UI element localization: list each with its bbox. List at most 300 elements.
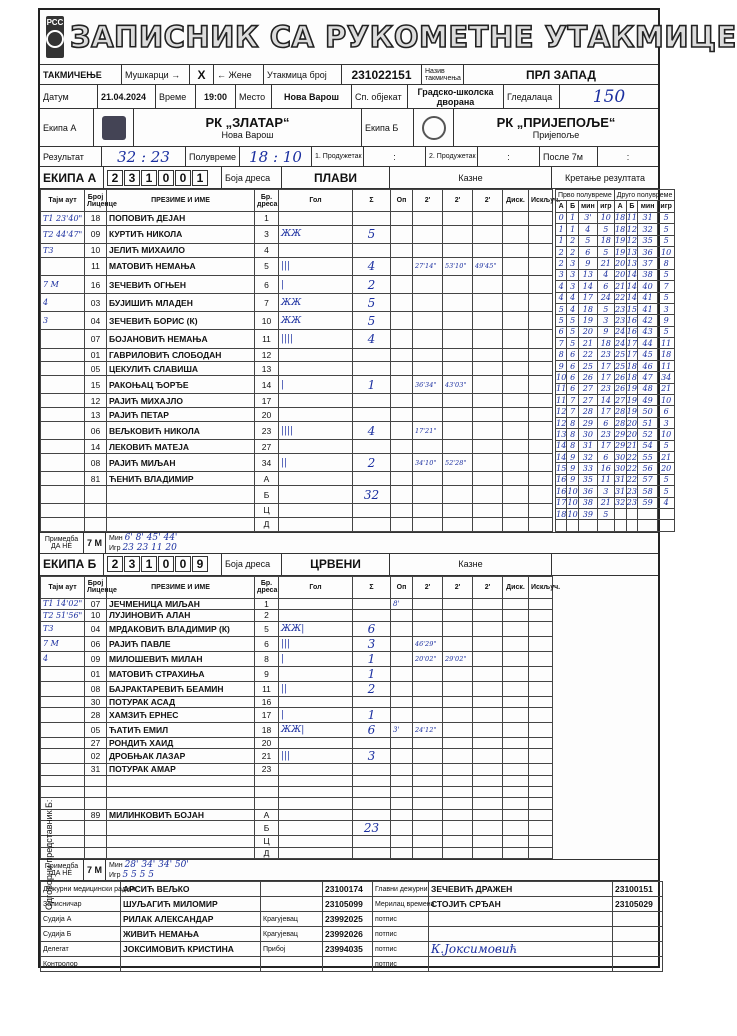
flow-cell: 6 [556,326,567,337]
suspension-2: 52'28" [443,453,473,471]
code-digit: 3 [124,556,140,572]
player-name [107,485,255,503]
goals-sum: 1 [353,651,391,666]
exclusion-cell [529,257,553,275]
flow-cell: 29 [615,429,626,439]
flow-cell: 57 [638,474,658,485]
jersey-cell [255,787,279,798]
flow-column-header: мин [638,201,658,212]
license-cell: 27 [85,737,107,748]
flow-cell: 29 [578,417,597,428]
flow-cell: 26 [615,372,626,382]
team-b-name: РК „ПРИЈЕПОЉЕ“ [496,115,616,130]
player-name: БОЈАНОВИЋ НЕМАЊА [107,330,255,348]
flow-cell: 54 [638,440,658,451]
half-value: 18 : 10 [240,147,312,166]
goals-sum [353,775,391,786]
suspension-1 [413,485,443,503]
official-city: Крагујевац [261,927,323,942]
license-cell [85,836,107,847]
flow-cell: 17 [556,498,567,508]
flow-cell: 1 [556,224,567,235]
warning-cell [391,847,413,858]
column-header: Тајм аут [41,576,85,598]
official-name: РИЛАК АЛЕКСАНДАР [121,912,261,927]
disqualification-cell [503,681,529,696]
suspension-2 [443,610,473,621]
license-cell: 18 [85,212,107,226]
disqualification-cell [503,707,529,722]
exclusion-cell [529,348,553,362]
license-cell: 08 [85,453,107,471]
flow-column-header: мин [578,201,597,212]
player-row [41,666,553,681]
suspension-1 [413,847,443,858]
official-role: Записничар [41,897,121,912]
flow-cell: 31 [615,475,626,485]
flow-cell: 27 [578,383,597,394]
disqualification-cell [503,453,529,471]
suspension-1: 34'10" [413,453,443,471]
warning-cell [391,504,413,518]
after7-label: После 7м [540,147,598,166]
timeout-cell: 4 [41,651,85,666]
suspension-1 [413,275,443,293]
flow-cell: 11 [657,338,674,349]
flow-cell: 19 [578,315,597,326]
warning-cell [391,775,413,786]
flow-cell: 9 [567,463,578,474]
jersey-cell: 20 [255,408,279,422]
goals-tally [279,472,353,486]
license-cell: 10 [85,610,107,621]
exclusion-cell [529,243,553,257]
code-digit: 2 [107,170,123,186]
warning-cell: 8' [391,598,413,609]
disqualification-cell [503,408,529,422]
license-cell [85,775,107,786]
suspension-1 [413,312,443,330]
suspension-1 [413,362,443,376]
column-header: 2' [443,190,473,212]
flow-cell: 18 [626,361,637,371]
goals-tally [279,775,353,786]
flow-cell: 13 [578,269,597,280]
header [40,10,737,65]
exclusion-cell [529,651,553,666]
suspension-3 [473,636,503,651]
punish-label: Казне [390,554,552,575]
flow-cell: 2 [556,258,567,269]
suspension-3 [473,737,503,748]
flow-cell: 16 [556,475,567,485]
disqualification-cell [503,722,529,737]
flow-cell: 51 [638,417,658,428]
suspension-1: 36'34" [413,376,443,394]
official-row [41,897,663,912]
disqualification-cell [503,348,529,362]
player-name [107,798,255,809]
flow-row [556,395,675,406]
suspension-3 [473,847,503,858]
goals-tally [279,598,353,609]
flow-cell: 59 [638,497,658,508]
result-value: 32 : 23 [102,147,186,166]
license-cell: 14 [85,440,107,454]
flow-row [556,360,675,371]
code-digit: 0 [158,556,174,572]
warning-cell [391,749,413,764]
official-name: ЖИВИЋ НЕМАЊА [121,927,261,942]
suspension-3 [473,453,503,471]
ball-icon [46,30,64,48]
flow-cell: 17 [597,440,614,451]
suspension-1 [413,737,443,748]
timeout-cell: 3 [41,312,85,330]
suspension-1: 17'21" [413,421,443,439]
player-name: ЋЕНИЋ ВЛАДИМИР [107,472,255,486]
flow-cell: 2 [556,246,567,257]
suspension-3 [473,775,503,786]
timeout-cell [41,453,85,471]
goals-sum [353,517,391,531]
disqualification-cell [503,821,529,836]
seven-m-minutes: 6' 8' 45' 44' [124,532,178,543]
suspension-2 [443,621,473,636]
suspension-2 [443,847,473,858]
player-name [107,836,255,847]
player-row [41,408,553,422]
flow-cell: 20 [578,326,597,337]
goals-sum [353,764,391,775]
flow-cell: 21 [657,451,674,462]
flow-row [556,338,675,349]
flow-cell: 24 [615,327,626,337]
warning-cell [391,836,413,847]
player-name: РАЈИЋ МИХАЈЛО [107,394,255,408]
timeout-cell [41,696,85,707]
seven-m-players: 23 23 11 20 [122,542,177,553]
flow-cell: 26 [615,384,626,394]
goals-tally: ЖЖ [279,294,353,312]
suspension-2 [443,440,473,454]
suspension-3 [473,243,503,257]
officials-table [40,881,663,972]
team-b-table [40,576,561,859]
team-a-section-label: ЕКИПА А [40,167,104,188]
flow-cell: 52 [638,429,658,440]
goals-tally: | [279,707,353,722]
official-license: 23100174 [323,882,373,897]
flow-cell: 3 [657,417,674,428]
exclusion-cell [529,421,553,439]
player-row [41,362,553,376]
flow-cell: 21 [597,497,614,508]
suspension-3 [473,651,503,666]
flow-cell: 43 [638,326,658,337]
goals-sum [353,394,391,408]
suspension-1 [413,440,443,454]
goals-sum [353,472,391,486]
license-cell: 13 [85,408,107,422]
flow-cell: 6 [597,451,614,462]
flow-cell: 24 [615,338,626,348]
code-digit: 0 [158,170,174,186]
goals-tally: | [279,651,353,666]
flow-row [556,349,675,360]
suspension-1 [413,764,443,775]
suspension-1 [413,610,443,621]
player-row [41,787,553,798]
timeout-cell [41,408,85,422]
first-half-label: Прво полувреме [556,190,615,201]
flow-cell: 21 [615,281,626,291]
disqualification-cell [503,517,529,531]
flow-cell: 27 [615,395,626,405]
flow-cell: 45 [638,349,658,360]
suspension-2 [443,348,473,362]
goals-tally: || [279,453,353,471]
column-header: Σ [353,190,391,212]
flow-cell [567,520,578,531]
jersey-cell: 1 [255,598,279,609]
rep-label: Одговорни представник Б: [44,799,54,910]
suspension-1 [413,472,443,486]
official-name [121,957,261,972]
flow-cell: 14 [626,293,637,303]
suspension-2 [443,421,473,439]
timeout-cell [41,421,85,439]
warning-cell [391,376,413,394]
exclusion-cell [529,453,553,471]
jersey-cell: 34 [255,453,279,471]
timeout-cell [41,775,85,786]
suspension-1: 46'29" [413,636,443,651]
player-name: РАКОЊАЦ ЂОРЂЕ [107,376,255,394]
player-row [41,621,553,636]
official-license-2: 23100151 [613,882,663,897]
exclusion-cell [529,666,553,681]
suspension-2 [443,408,473,422]
official-name-2 [429,912,613,927]
warning-cell [391,485,413,503]
disqualification-cell [503,472,529,486]
official-name: ШУЉАГИЋ МИЛОМИР [121,897,261,912]
flow-cell [638,508,658,519]
flow-cell: 49 [638,395,658,406]
flow-cell: 6 [567,372,578,383]
player-row [41,821,553,836]
warning-cell [391,798,413,809]
disqualification-cell [503,696,529,707]
timeout-cell [41,376,85,394]
score-flow-table [555,189,675,532]
flow-cell: 5 [597,246,614,257]
disqualification-cell [503,809,529,820]
flow-cell: 6 [597,281,614,292]
flow-cell: 30 [615,464,626,474]
flow-cell: 5 [657,440,674,451]
player-row [41,312,553,330]
flow-row [556,463,675,474]
suspension-1 [413,212,443,226]
official-license: 23994035 [323,942,373,957]
flow-cell [626,520,638,531]
flow-cell: 50 [638,406,658,417]
suspension-2 [443,681,473,696]
flow-cell: 5 [657,224,674,235]
flow-cell: 25 [615,361,626,371]
flow-cell [626,508,638,519]
flow-cell: 4 [556,292,567,303]
flow-cell: 1 [567,224,578,235]
flow-cell: 14 [597,395,614,406]
exclusion-cell [529,681,553,696]
flow-cell: 19 [626,395,637,405]
column-header: 2' [473,576,503,598]
flow-row [556,417,675,428]
suspension-1 [413,787,443,798]
warning-cell [391,696,413,707]
jersey-cell: А [255,809,279,820]
team-a-kit: ПЛАВИ [282,167,390,188]
flow-cell: 20 [626,418,637,428]
suspension-3 [473,312,503,330]
flow-cell: 13 [626,259,637,269]
exclusion-cell [529,517,553,531]
warning-cell [391,787,413,798]
flow-row [556,281,675,292]
flow-cell: 8 [567,417,578,428]
flow-cell: 6 [567,383,578,394]
suspension-2 [443,472,473,486]
flow-cell: 20 [615,259,626,269]
team-a-logo [94,109,134,146]
goals-tally: ЖЖ [279,312,353,330]
player-row [41,243,553,257]
flow-cell: 5 [567,338,578,349]
competition-label: ТАКМИЧЕЊЕ [40,65,122,84]
seven-m: 7 М [84,860,106,880]
player-row [41,275,553,293]
player-row [41,707,553,722]
goals-sum: 2 [353,681,391,696]
suspension-3 [473,225,503,243]
disqualification-cell [503,598,529,609]
goals-tally [279,517,353,531]
player-name: РОНДИЋ ХАИД [107,737,255,748]
flow-cell: 58 [638,486,658,497]
flow-cell: 31 [638,212,658,223]
suspension-2 [443,275,473,293]
warning-cell [391,394,413,408]
disqualification-cell [503,394,529,408]
timeout-cell [41,681,85,696]
flow-cell: 22 [626,464,637,474]
suspension-2 [443,362,473,376]
goals-tally [279,212,353,226]
player-name: БАЈРАКТАРЕВИЋ БЕАМИН [107,681,255,696]
license-cell: 16 [85,275,107,293]
jersey-cell: Ц [255,836,279,847]
goals-sum: 5 [353,312,391,330]
after7-value: : [626,151,630,162]
jersey-cell: 10 [255,312,279,330]
flow-cell: 5 [567,315,578,326]
jersey-cell: 18 [255,722,279,737]
date-row [40,85,658,109]
goals-tally: || [279,681,353,696]
flow-cell: 38 [638,269,658,280]
flow-cell: 37 [638,258,658,269]
disqualification-cell [503,775,529,786]
suspension-2 [443,243,473,257]
warning-cell [391,764,413,775]
warning-cell [391,737,413,748]
flow-cell: 26 [578,372,597,383]
goals-sum: 2 [353,275,391,293]
official-row [41,957,663,972]
player-row [41,722,553,737]
flow-cell: 10 [657,246,674,257]
suspension-2 [443,598,473,609]
suspension-3 [473,598,503,609]
suspension-2 [443,707,473,722]
exclusion-cell [529,440,553,454]
timeout-cell [41,737,85,748]
suspension-2 [443,764,473,775]
flow-cell: 36 [578,486,597,497]
flow-column-header: игр [657,201,674,212]
exclusion-cell [529,330,553,348]
exclusion-cell [529,775,553,786]
goals-tally [279,809,353,820]
exclusion-cell [529,798,553,809]
disqualification-cell [503,362,529,376]
goals-tally [279,485,353,503]
suspension-3 [473,517,503,531]
suspension-2 [443,517,473,531]
license-cell: 15 [85,376,107,394]
team-a-bar [40,167,658,189]
warning-cell [391,821,413,836]
official-license [323,957,373,972]
official-role-2: потпис [373,927,429,942]
flow-cell [556,520,567,531]
player-name [107,787,255,798]
goals-sum: 1 [353,707,391,722]
flow-cell [657,520,674,531]
warning-cell [391,440,413,454]
flow-cell [614,520,626,531]
suspension-2: 29'02" [443,651,473,666]
license-cell [85,517,107,531]
suspension-3 [473,330,503,348]
exclusion-cell [529,408,553,422]
competition-row [40,65,658,85]
ot1-value: : [364,147,426,166]
flow-row [556,269,675,280]
disqualification-cell [503,847,529,858]
suspension-1 [413,749,443,764]
license-cell: 02 [85,749,107,764]
goals-tally [279,362,353,376]
flow-cell: 23 [597,429,614,440]
exclusion-cell [529,598,553,609]
flow-cell: 21 [597,258,614,269]
player-row [41,749,553,764]
official-role: Дежурни медицински радник [41,882,121,897]
